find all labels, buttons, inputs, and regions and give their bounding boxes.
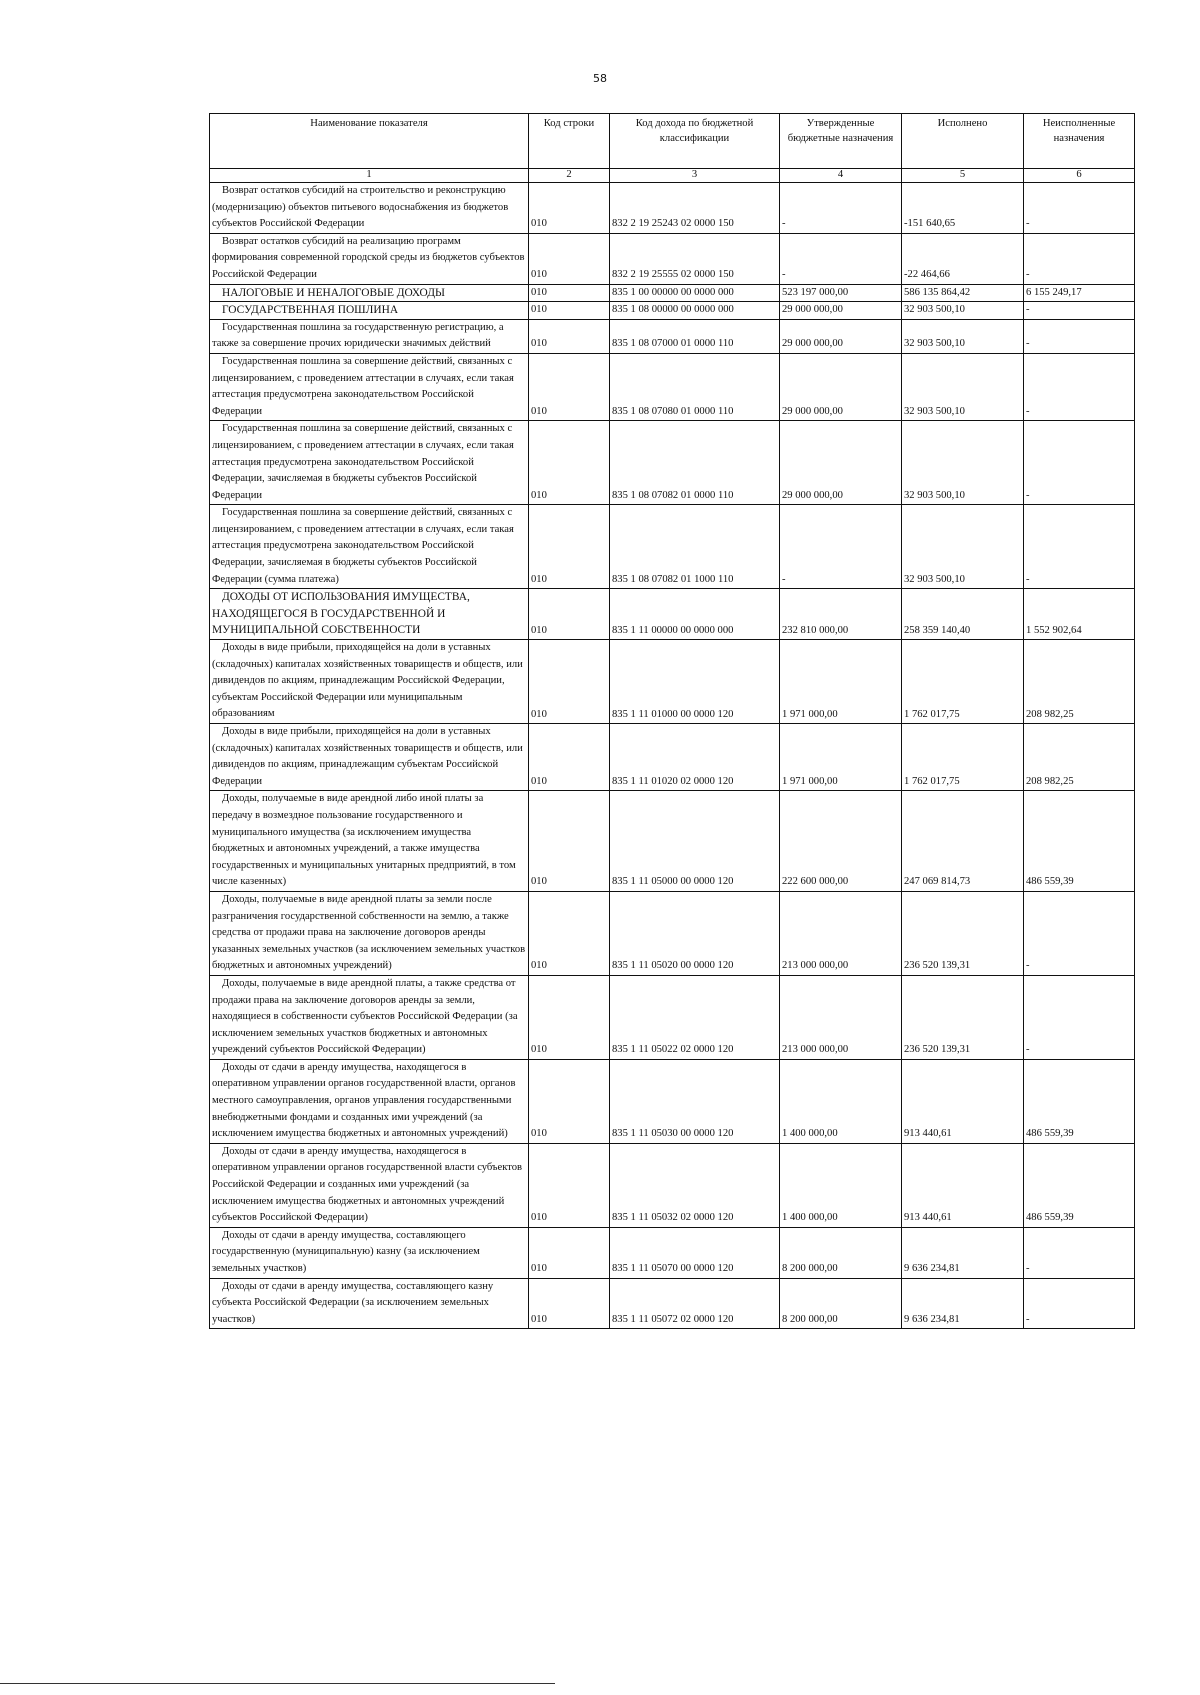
cell-income-code: 835 1 11 05032 02 0000 120: [610, 1143, 780, 1227]
header-name: Наименование показателя: [210, 114, 529, 169]
table-row: [210, 724, 1135, 791]
table-row: [210, 183, 1135, 234]
cell-executed: 9 636 234,81: [902, 1227, 1024, 1278]
column-number: 2: [529, 169, 610, 183]
cell-income-code: 835 1 11 01000 00 0000 120: [610, 640, 780, 724]
table-row: [210, 284, 1135, 302]
cell-approved: 232 810 000,00: [780, 589, 902, 640]
cell-income-code: 835 1 08 07082 01 1000 110: [610, 505, 780, 589]
cell-executed: 913 440,61: [902, 1059, 1024, 1143]
cell-executed: -151 640,65: [902, 183, 1024, 234]
table-row: [210, 589, 1135, 640]
cell-row-code: 010: [529, 975, 610, 1059]
cell-executed: 9 636 234,81: [902, 1278, 1024, 1329]
cell-row-code: 010: [529, 421, 610, 505]
cell-executed: 32 903 500,10: [902, 302, 1024, 320]
cell-row-code: 010: [529, 233, 610, 284]
cell-income-code: 832 2 19 25243 02 0000 150: [610, 183, 780, 234]
cell-executed: 913 440,61: [902, 1143, 1024, 1227]
cell-row-code: 010: [529, 353, 610, 420]
cell-unexecuted: 6 155 249,17: [1024, 284, 1135, 302]
cell-indicator-name: Доходы в виде прибыли, приходящейся на доли в уставных (складочных) капиталах хозяйственных товариществ и обществ, или дивидендов по акциям, принадлежащим субъектам Российской Федерации: [210, 724, 529, 791]
cell-unexecuted: 1 552 902,64: [1024, 589, 1135, 640]
cell-indicator-name: Доходы, получаемые в виде арендной платы, а также средства от продажи права на заключение договоров аренды за земли, находящиеся в собственности субъектов Российской Федерации (за исключением земельных участков бюджетных и автономных учреждений субъектов Российской Федерации): [210, 975, 529, 1059]
cell-indicator-name: Доходы от сдачи в аренду имущества, находящегося в оперативном управлении органов государственной власти, органов местного самоуправления, органов управления государственными внебюджетными фондами и созданных ими учреждений (за исключением имущества бюджетных и автономных учреждений): [210, 1059, 529, 1143]
cell-executed: 1 762 017,75: [902, 724, 1024, 791]
cell-indicator-name: Доходы от сдачи в аренду имущества, составляющего государственную (муниципальную) казну (за исключением земельных участков): [210, 1227, 529, 1278]
cell-income-code: 835 1 08 07082 01 0000 110: [610, 421, 780, 505]
column-number: 1: [210, 169, 529, 183]
cell-unexecuted: 486 559,39: [1024, 1143, 1135, 1227]
cell-row-code: 010: [529, 589, 610, 640]
cell-approved: 29 000 000,00: [780, 421, 902, 505]
income-report-table: [209, 113, 1135, 1329]
header-income-code: Код дохода по бюджетной классификации: [610, 114, 780, 169]
table-row: [210, 233, 1135, 284]
cell-unexecuted: -: [1024, 319, 1135, 353]
cell-income-code: 835 1 11 05030 00 0000 120: [610, 1059, 780, 1143]
cell-approved: 1 971 000,00: [780, 724, 902, 791]
cell-unexecuted: -: [1024, 353, 1135, 420]
cell-approved: 8 200 000,00: [780, 1227, 902, 1278]
cell-approved: 29 000 000,00: [780, 302, 902, 320]
cell-approved: 213 000 000,00: [780, 975, 902, 1059]
cell-income-code: 835 1 11 01020 02 0000 120: [610, 724, 780, 791]
cell-unexecuted: -: [1024, 1227, 1135, 1278]
table-row: [210, 302, 1135, 320]
table-row: [210, 975, 1135, 1059]
cell-row-code: 010: [529, 284, 610, 302]
cell-unexecuted: -: [1024, 891, 1135, 975]
header-row-code: Код строки: [529, 114, 610, 169]
cell-row-code: 010: [529, 319, 610, 353]
cell-income-code: 835 1 11 05000 00 0000 120: [610, 791, 780, 892]
cell-approved: 222 600 000,00: [780, 791, 902, 892]
cell-executed: 32 903 500,10: [902, 505, 1024, 589]
cell-unexecuted: -: [1024, 505, 1135, 589]
cell-unexecuted: 208 982,25: [1024, 724, 1135, 791]
table-row: [210, 791, 1135, 892]
column-number: 6: [1024, 169, 1135, 183]
cell-executed: 236 520 139,31: [902, 975, 1024, 1059]
table-row: [210, 319, 1135, 353]
cell-income-code: 835 1 11 05072 02 0000 120: [610, 1278, 780, 1329]
cell-row-code: 010: [529, 1227, 610, 1278]
cell-executed: 236 520 139,31: [902, 891, 1024, 975]
column-number: 5: [902, 169, 1024, 183]
cell-income-code: 835 1 00 00000 00 0000 000: [610, 284, 780, 302]
cell-unexecuted: 486 559,39: [1024, 1059, 1135, 1143]
cell-executed: 1 762 017,75: [902, 640, 1024, 724]
column-number-row: [210, 169, 1135, 183]
table-row: [210, 1143, 1135, 1227]
cell-income-code: 835 1 11 05070 00 0000 120: [610, 1227, 780, 1278]
cell-approved: 29 000 000,00: [780, 353, 902, 420]
cell-executed: 247 069 814,73: [902, 791, 1024, 892]
cell-row-code: 010: [529, 724, 610, 791]
cell-unexecuted: -: [1024, 1278, 1135, 1329]
cell-unexecuted: 486 559,39: [1024, 791, 1135, 892]
cell-row-code: 010: [529, 791, 610, 892]
cell-indicator-name: Возврат остатков субсидий на строительство и реконструкцию (модернизацию) объектов питьевого водоснабжения из бюджетов субъектов Российской Федерации: [210, 183, 529, 234]
cell-unexecuted: -: [1024, 233, 1135, 284]
cell-approved: 8 200 000,00: [780, 1278, 902, 1329]
cell-indicator-name: Государственная пошлина за совершение действий, связанных с лицензированием, с проведением аттестации в случаях, если такая аттестация предусмотрена законодательством Российской Федерации, зачисляемая в бюджеты субъектов Российской Федерации: [210, 421, 529, 505]
table-row: [210, 1278, 1135, 1329]
cell-indicator-name: Возврат остатков субсидий на реализацию программ формирования современной городской среды из бюджетов субъектов Российской Федерации: [210, 233, 529, 284]
cell-unexecuted: 208 982,25: [1024, 640, 1135, 724]
header-executed: Исполнено: [902, 114, 1024, 169]
cell-row-code: 010: [529, 1278, 610, 1329]
cell-row-code: 010: [529, 640, 610, 724]
table-row: [210, 1227, 1135, 1278]
table-row: [210, 505, 1135, 589]
cell-income-code: 835 1 08 07000 01 0000 110: [610, 319, 780, 353]
bottom-rule: [0, 1683, 555, 1684]
cell-executed: 258 359 140,40: [902, 589, 1024, 640]
cell-approved: 29 000 000,00: [780, 319, 902, 353]
cell-row-code: 010: [529, 891, 610, 975]
cell-unexecuted: -: [1024, 183, 1135, 234]
cell-approved: 1 400 000,00: [780, 1059, 902, 1143]
table-row: [210, 421, 1135, 505]
cell-indicator-name: Доходы от сдачи в аренду имущества, находящегося в оперативном управлении органов государственной власти субъектов Российской Федерации и созданных ими учреждений (за исключением имущества бюджетных и автономных учреждений субъектов Российской Федерации): [210, 1143, 529, 1227]
cell-approved: 213 000 000,00: [780, 891, 902, 975]
table-row: [210, 640, 1135, 724]
cell-income-code: 835 1 11 05022 02 0000 120: [610, 975, 780, 1059]
cell-approved: 1 971 000,00: [780, 640, 902, 724]
cell-row-code: 010: [529, 1143, 610, 1227]
cell-row-code: 010: [529, 183, 610, 234]
table-row: [210, 1059, 1135, 1143]
cell-unexecuted: -: [1024, 975, 1135, 1059]
header-row: [210, 114, 1135, 169]
cell-unexecuted: -: [1024, 302, 1135, 320]
header-approved: Утвержденные бюджетные назначения: [780, 114, 902, 169]
cell-indicator-name: Доходы, получаемые в виде арендной либо иной платы за передачу в возмездное пользование государственного и муниципального имущества (за исключением имущества бюджетных и автономных учреждений, а также имущества государственных и муниципальных унитарных предприятий, в том числе казенных): [210, 791, 529, 892]
cell-indicator-name: Доходы в виде прибыли, приходящейся на доли в уставных (складочных) капиталах хозяйственных товариществ и обществ, или дивидендов по акциям, принадлежащим Российской Федерации, субъектам Российской Федерации или муниципальным образованиям: [210, 640, 529, 724]
cell-indicator-name: НАЛОГОВЫЕ И НЕНАЛОГОВЫЕ ДОХОДЫ: [210, 284, 529, 302]
report-body: [210, 183, 1135, 1329]
header-unexecuted: Неисполненные назначения: [1024, 114, 1135, 169]
cell-indicator-name: Государственная пошлина за совершение действий, связанных с лицензированием, с проведением аттестации в случаях, если такая аттестация предусмотрена законодательством Российской Федерации: [210, 353, 529, 420]
cell-indicator-name: ДОХОДЫ ОТ ИСПОЛЬЗОВАНИЯ ИМУЩЕСТВА, НАХОДЯЩЕГОСЯ В ГОСУДАРСТВЕННОЙ И МУНИЦИПАЛЬНОЙ СОБСТВЕННОСТИ: [210, 589, 529, 640]
table-row: [210, 353, 1135, 420]
cell-income-code: 835 1 11 00000 00 0000 000: [610, 589, 780, 640]
cell-approved: 523 197 000,00: [780, 284, 902, 302]
cell-approved: -: [780, 505, 902, 589]
column-number: 3: [610, 169, 780, 183]
cell-row-code: 010: [529, 505, 610, 589]
column-number: 4: [780, 169, 902, 183]
page-number: 58: [593, 72, 607, 85]
cell-income-code: 835 1 11 05020 00 0000 120: [610, 891, 780, 975]
cell-unexecuted: -: [1024, 421, 1135, 505]
cell-income-code: 835 1 08 00000 00 0000 000: [610, 302, 780, 320]
cell-income-code: 832 2 19 25555 02 0000 150: [610, 233, 780, 284]
cell-income-code: 835 1 08 07080 01 0000 110: [610, 353, 780, 420]
table-row: [210, 891, 1135, 975]
cell-row-code: 010: [529, 302, 610, 320]
cell-approved: -: [780, 183, 902, 234]
cell-indicator-name: Доходы от сдачи в аренду имущества, составляющего казну субъекта Российской Федерации (за исключением земельных участков): [210, 1278, 529, 1329]
cell-executed: 586 135 864,42: [902, 284, 1024, 302]
cell-approved: 1 400 000,00: [780, 1143, 902, 1227]
cell-indicator-name: Доходы, получаемые в виде арендной платы за земли после разграничения государственной собственности на землю, а также средства от продажи права на заключение договоров аренды указанных земельных участков (за исключением земельных участков бюджетных и автономных учреждений): [210, 891, 529, 975]
cell-executed: -22 464,66: [902, 233, 1024, 284]
cell-indicator-name: Государственная пошлина за государственную регистрацию, а также за совершение прочих юридически значимых действий: [210, 319, 529, 353]
cell-executed: 32 903 500,10: [902, 421, 1024, 505]
cell-executed: 32 903 500,10: [902, 353, 1024, 420]
cell-approved: -: [780, 233, 902, 284]
cell-indicator-name: ГОСУДАРСТВЕННАЯ ПОШЛИНА: [210, 302, 529, 320]
cell-executed: 32 903 500,10: [902, 319, 1024, 353]
cell-indicator-name: Государственная пошлина за совершение действий, связанных с лицензированием, с проведением аттестации в случаях, если такая аттестация предусмотрена законодательством Российской Федерации, зачисляемая в бюджеты субъектов Российской Федерации (сумма платежа): [210, 505, 529, 589]
cell-row-code: 010: [529, 1059, 610, 1143]
